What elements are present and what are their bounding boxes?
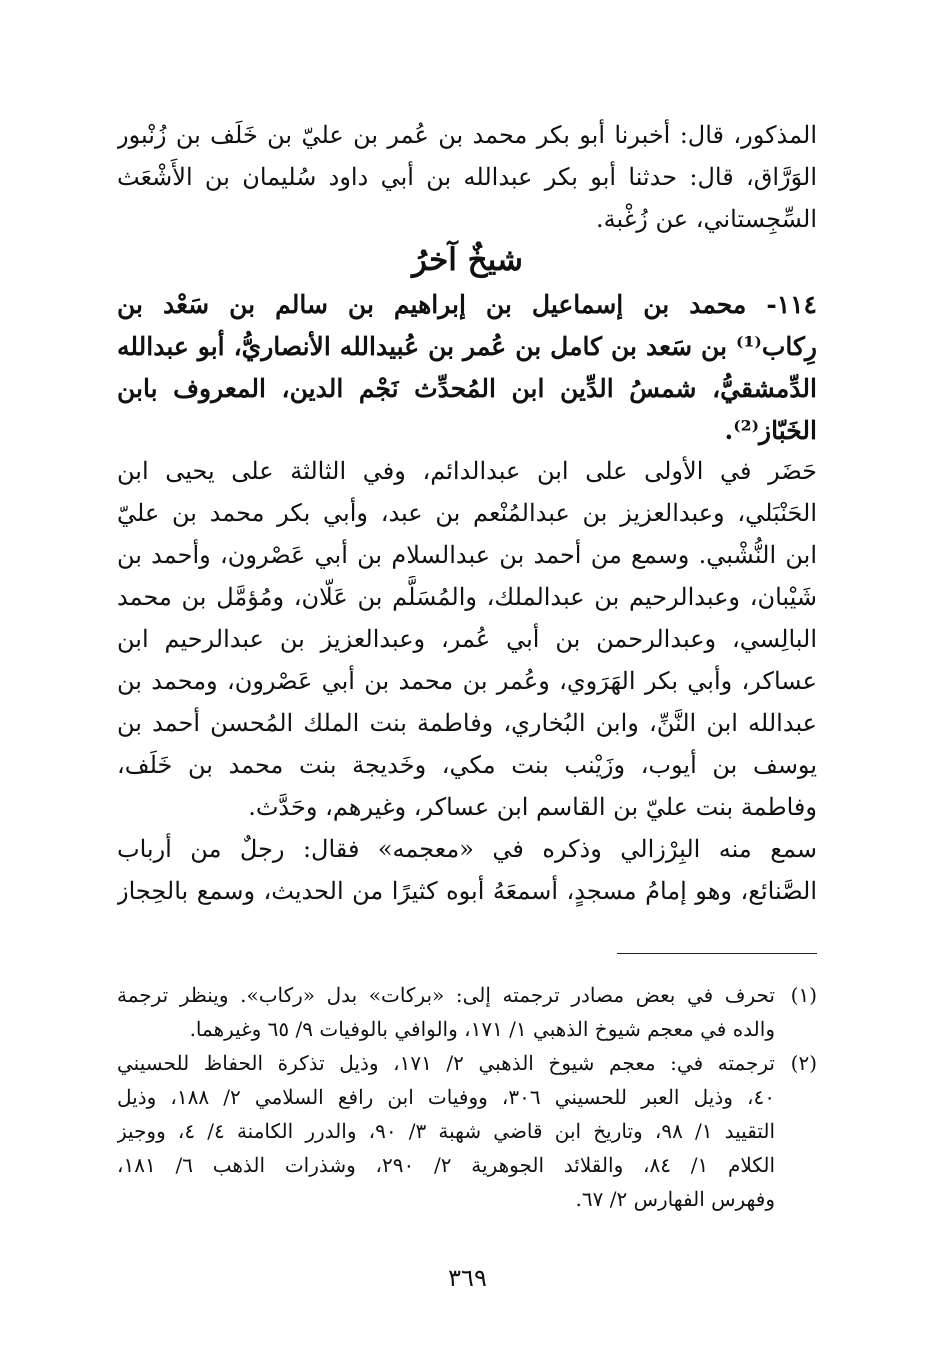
intro-line: السِّجِستاني، عن زُغْبة. bbox=[595, 205, 817, 233]
entry-line: الخَبّاز⁽²⁾. bbox=[724, 416, 817, 445]
body-line: حَضَر في الأولى على ابن عبدالدائم، وفي الثالثة على يحيى ابن bbox=[117, 457, 817, 485]
footnote-line: وفهرس الفهارس ٢/ ٦٧. bbox=[575, 1187, 775, 1211]
intro-line: المذكور، قال: أخبرنا أبو بكر محمد بن عُمر بن عليّ بن خَلَف بن زُنْبور bbox=[117, 121, 817, 149]
footnote-line: ٤٠، وذيل العبر للحسيني ٣٠٦، ووفيات ابن رافع السلامي ٢/ ١٨٨، وذيل bbox=[117, 1085, 775, 1109]
body-line: وفاطمة بنت عليّ بن القاسم ابن عساكر، وغيرهم، وحَدَّث. bbox=[248, 793, 817, 821]
footnote-separator bbox=[617, 953, 817, 954]
footnote-line: والده في معجم شيوخ الذهبي ١/ ١٧١، والوافي بالوفيات ٩/ ٦٥ وغيرهما. bbox=[189, 1017, 775, 1041]
entry-line: الدِّمشقيُّ، شمسُ الدِّين ابن المُحدِّث نَجْم الدين، المعروف بابن bbox=[117, 374, 817, 403]
body-line: شَيْبان، وعبدالرحيم بن عبدالملك، والمُسَلَّم بن عَلّان، ومُؤمَّل بن محمد bbox=[117, 583, 817, 611]
entry-line: رِكاب⁽¹⁾ بن سَعد بن كامل بن عُمر بن عُبيدالله الأنصاريُّ، أبو عبدالله bbox=[117, 332, 817, 361]
body-line: عساكر، وأبي بكر الهَرَوي، وعُمر بن محمد بن أبي عَصْرون، ومحمد بن bbox=[117, 667, 817, 695]
body-line: عبدالله ابن النَّنِّ، وابن البُخاري، وفاطمة بنت الملك المُحسن أحمد بن bbox=[117, 709, 817, 737]
page-number: ٣٦٩ bbox=[448, 1264, 487, 1292]
intro-line: الوَرَّاق، قال: حدثنا أبو بكر عبدالله بن أبي داود سُليمان بن الأَشْعَث bbox=[117, 163, 817, 191]
body-line: سمع منه البِرْزالي وذكره في «معجمه» فقال: رجلٌ من أرباب bbox=[117, 835, 817, 863]
body-line: ابن النُّشْبي. وسمع من أحمد بن عبدالسلام بن أبي عَصْرون، وأحمد بن bbox=[117, 541, 817, 569]
body-line: الصَّنائع، وهو إمامُ مسجدٍ، أسمعَهُ أبوه كثيرًا من الحديث، وسمع بالحِجاز bbox=[117, 877, 817, 905]
body-line: الحَنْبَلي، وعبدالعزيز بن عبدالمُنْعم بن عبد، وأبي بكر محمد بن عليّ bbox=[117, 499, 817, 527]
footnote-line: التقييد ١/ ٩٨، وتاريخ ابن قاضي شهبة ٣/ ٩٠، والدرر الكامنة ٤/ ٤، ووجيز bbox=[117, 1119, 775, 1143]
body-line: يوسف بن أيوب، وزَيْنب بنت مكي، وخَديجة بنت محمد بن خَلَف، bbox=[117, 751, 817, 779]
section-heading: شيخٌ آخرُ bbox=[411, 242, 523, 278]
footnote-number: (١) bbox=[790, 983, 817, 1007]
footnote-line: الكلام ١/ ٨٤، والقلائد الجوهرية ٢/ ٢٩٠، وشذرات الذهب ٦/ ١٨١، bbox=[117, 1153, 775, 1177]
footnote-number: (٢) bbox=[790, 1051, 817, 1075]
footnote-line: تحرف في بعض مصادر ترجمته إلى: «بركات» بدل «ركاب». وينظر ترجمة bbox=[117, 983, 775, 1007]
footnote-line: ترجمته في: معجم شيوخ الذهبي ٢/ ١٧١، وذيل تذكرة الحفاظ للحسيني bbox=[117, 1051, 775, 1075]
entry-line: ١١٤- محمد بن إسماعيل بن إبراهيم بن سالم بن سَعْد بن bbox=[117, 290, 817, 319]
body-line: البالِسي، وعبدالرحمن بن أبي عُمر، وعبدالعزيز بن عبدالرحيم ابن bbox=[117, 625, 817, 653]
